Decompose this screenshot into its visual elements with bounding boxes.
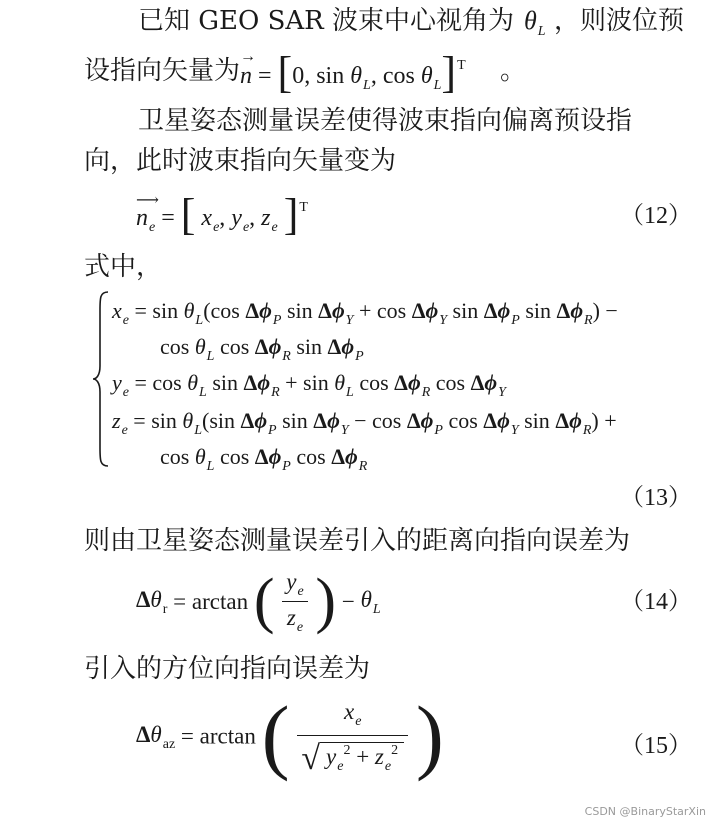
n-vector-equation: → n = [0, $\sin \theta_L$, $\cos \theta_L]^T$ [240,48,466,97]
equation-14: $\Delta\theta_r = \arctan$ ( $\frac{y_e}{z_e}$ ) − $\theta_L$ [136,567,381,635]
eq14-fraction: $\frac{y_e}{z_e}$ [282,570,307,633]
eq15-fraction: $\frac{x_e}{√ y_e^2 + z_e^2}$ [297,700,408,772]
p1-line1-text: 已知 GEO SAR 波束中心视角为 [138,6,515,36]
eq13-line-1: $x_e = \sin \theta_L(\cos$ $\Delta\phi_P$ $\sin \Delta\phi_Y + \cos \Delta\phi_Y$ $\sin \Delta\phi_P$ $\sin \Delta\phi_R$) − [112,298,618,328]
system-left-brace [92,290,112,468]
p1-line2-text: 设指向矢量为 [84,56,241,86]
equation-13-label: （13） [620,485,692,511]
eq13-line-5: $\cos \theta_L$ $\cos \Delta\phi_P$ $\cos \Delta\phi_R$ [160,444,368,474]
n-e-vector-symbol: ⟶ $n_e$ [136,192,159,235]
theta-L-inline: $\theta_L$ [524,6,546,39]
eq15-sqrt: $y_e^2 + z_e^2$ [320,742,404,772]
equation-12: ⟶ $n_e$ = [ $x_e$, $y_e$, $z_e$ ]$^T$ [136,190,308,239]
p1-line2-end: 。 [500,56,527,86]
csdn-watermark: CSDN @BinaryStarXin [584,805,706,818]
eq13-line-4: $z_e = \sin \theta_L(\sin$ $\Delta\phi_P$ $\sin \Delta\phi_Y - \cos \Delta\phi_P$ $\cos \Delta\phi_Y$ $\sin \Delta\phi_R$) + [112,408,617,438]
equation-14-label: （14） [620,589,692,615]
equation-15: $\Delta\theta_{az} = \arctan$ ( $\frac{x_e}{√ y_e^2 + z_e^2}$ ) [136,689,444,783]
p1-line1-tail: ，则波位预 [554,6,685,36]
eq13-line-3: $y_e = \cos \theta_L$ $\sin \Delta\phi_R + \sin \theta_L$ $\cos \Delta\phi_R$ $\cos \Delta\phi_Y$ [112,370,506,400]
equation-12-label: （12） [620,203,692,229]
n-vector-symbol: → n [240,48,256,89]
equation-15-label: （15） [620,733,692,759]
eq13-line-2: $\cos \theta_L$ $\cos \Delta\phi_R$ $\sin \Delta\phi_P$ [160,334,364,364]
